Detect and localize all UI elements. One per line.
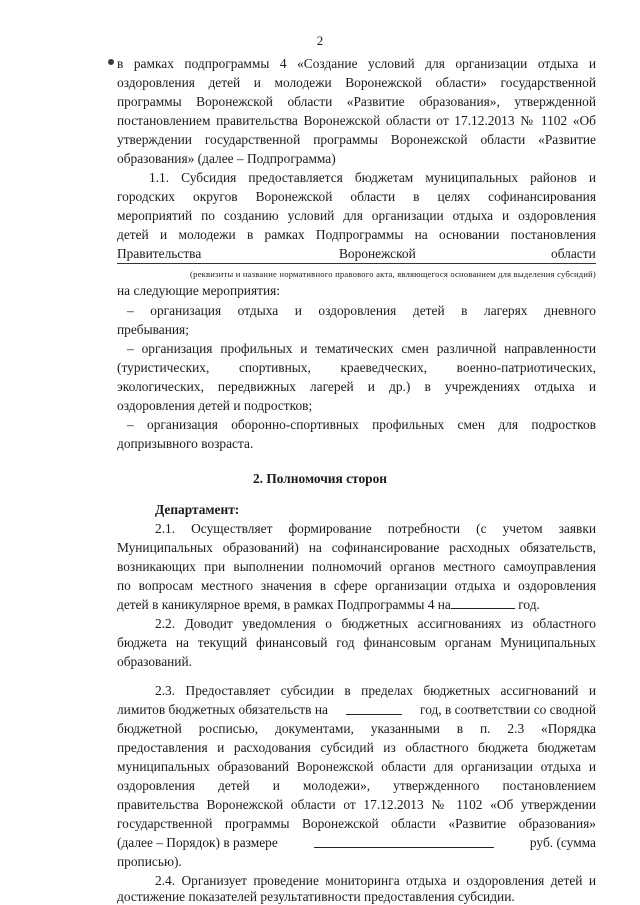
text-line: в рамках подпрограммы 4 «Создание условий для организации отдыха и xyxy=(117,56,596,71)
fill-in-blank xyxy=(314,836,494,848)
text-line: Воронежской xyxy=(339,246,416,261)
text-part: руб. (сумма xyxy=(529,835,596,850)
list-item: – организация оборонно-спортивных профильных смен для подростков xyxy=(127,417,596,432)
text-line: на следующие мероприятия: xyxy=(117,283,281,298)
text-line: правительства Воронежской области от 17.12.2013 № 1102 «Об утверждении xyxy=(117,797,596,812)
text-line: возникающих при выполнении полномочий органов местного самоуправления xyxy=(117,559,596,574)
text-line: по вопросам местного значения в сфере организации отдыха и оздоровления xyxy=(117,578,596,593)
margin-dot xyxy=(108,59,114,65)
text-line: Муниципальных образований) на софинансирование расходных обязательств, xyxy=(117,540,596,555)
text-line: оздоровления детей и подростков; xyxy=(117,398,313,413)
text-part: год, в соответствии со сводной xyxy=(420,702,596,717)
text-line: 2.1. Осуществляет формирование потребности (с учетом заявки xyxy=(155,521,596,536)
text-line: 1.1. Субсидия предоставляется бюджетам муниципальных районов и xyxy=(149,170,596,185)
text-line: государственной программы Воронежской области «Развитие образования» xyxy=(117,816,596,831)
text-part: лимитов бюджетных обязательств на xyxy=(117,702,328,717)
text-line: экологических, передвижных лагерей и др.) в учреждениях отдыха и xyxy=(117,379,596,394)
text-line: достижение показателей результативности предоставления субсидии. xyxy=(117,889,515,904)
text-line: 2.3. Предоставляет субсидии в пределах бюджетных ассигнований и xyxy=(155,683,596,698)
text-line: бюджетной росписью, документами, указанными в п. 2.3 «Порядка xyxy=(117,721,596,736)
text-line: оздоровления детей и молодежи Воронежской области» государственной xyxy=(117,75,596,90)
page-number: 2 xyxy=(316,33,324,48)
list-item: – организация отдыха и оздоровления детей в лагерях дневного xyxy=(127,303,596,318)
text-line: образований. xyxy=(117,654,192,669)
text-part: детей в каникулярное время, в рамках Подпрограммы 4 на xyxy=(117,597,451,612)
text-line: допризывного возраста. xyxy=(117,436,254,451)
text-line xyxy=(117,702,596,717)
text-line: программы Воронежской области «Развитие образования», утвержденной xyxy=(117,94,596,109)
text-part: (далее – Порядок) в размере xyxy=(117,835,278,850)
text-line: муниципальных образований Воронежской области для организации отдыха и xyxy=(117,759,596,774)
text-line: детей и молодежи в рамках Подпрограммы на основании постановления xyxy=(117,227,596,242)
fill-in-blank xyxy=(451,597,515,609)
text-line: утверждении государственной программы Воронежской области «Развитие xyxy=(117,132,596,147)
text-line: образования» (далее – Подпрограмма) xyxy=(117,151,336,166)
text-line: 2.4. Организует проведение мониторинга отдыха и оздоровления детей и xyxy=(155,873,596,888)
text-line: оздоровления детей и молодежи», утвержденного постановлением xyxy=(117,778,596,793)
text-part: год. xyxy=(518,597,540,612)
text-line: городских округов Воронежской области в целях софинансирования xyxy=(117,189,596,204)
subheading: Департамент: xyxy=(155,502,240,517)
text-line: прописью). xyxy=(117,854,182,869)
fill-in-line xyxy=(117,263,596,264)
text-line: 2.2. Доводит уведомления о бюджетных ассигнованиях из областного xyxy=(155,616,596,631)
list-item: – организация профильных и тематических смен различной направленности xyxy=(127,341,596,356)
text-line: бюджета на текущий финансовый год финансовым органам Муниципальных xyxy=(117,635,596,650)
text-line: Правительства xyxy=(117,246,202,261)
text-line: предоставления и расходования субсидий из областного бюджета бюджетам xyxy=(117,740,596,755)
text-line: (туристических, спортивных, краеведческих, военно-патриотических, xyxy=(117,360,596,375)
caption-small: (реквизиты и название нормативного правового акта, являющегося основанием для выделения субсидий) xyxy=(190,269,596,279)
text-line: пребывания; xyxy=(117,322,189,337)
text-line: мероприятий по созданию условий для организации отдыха и оздоровления xyxy=(117,208,596,223)
text-line: области xyxy=(551,246,596,261)
text-line: постановлением правительства Воронежской области от 17.12.2013 № 1102 «Об xyxy=(117,113,596,128)
section-heading: 2. Полномочия сторон xyxy=(252,471,388,486)
text-line xyxy=(117,835,596,850)
text-line xyxy=(117,597,540,612)
fill-in-blank xyxy=(346,703,402,715)
